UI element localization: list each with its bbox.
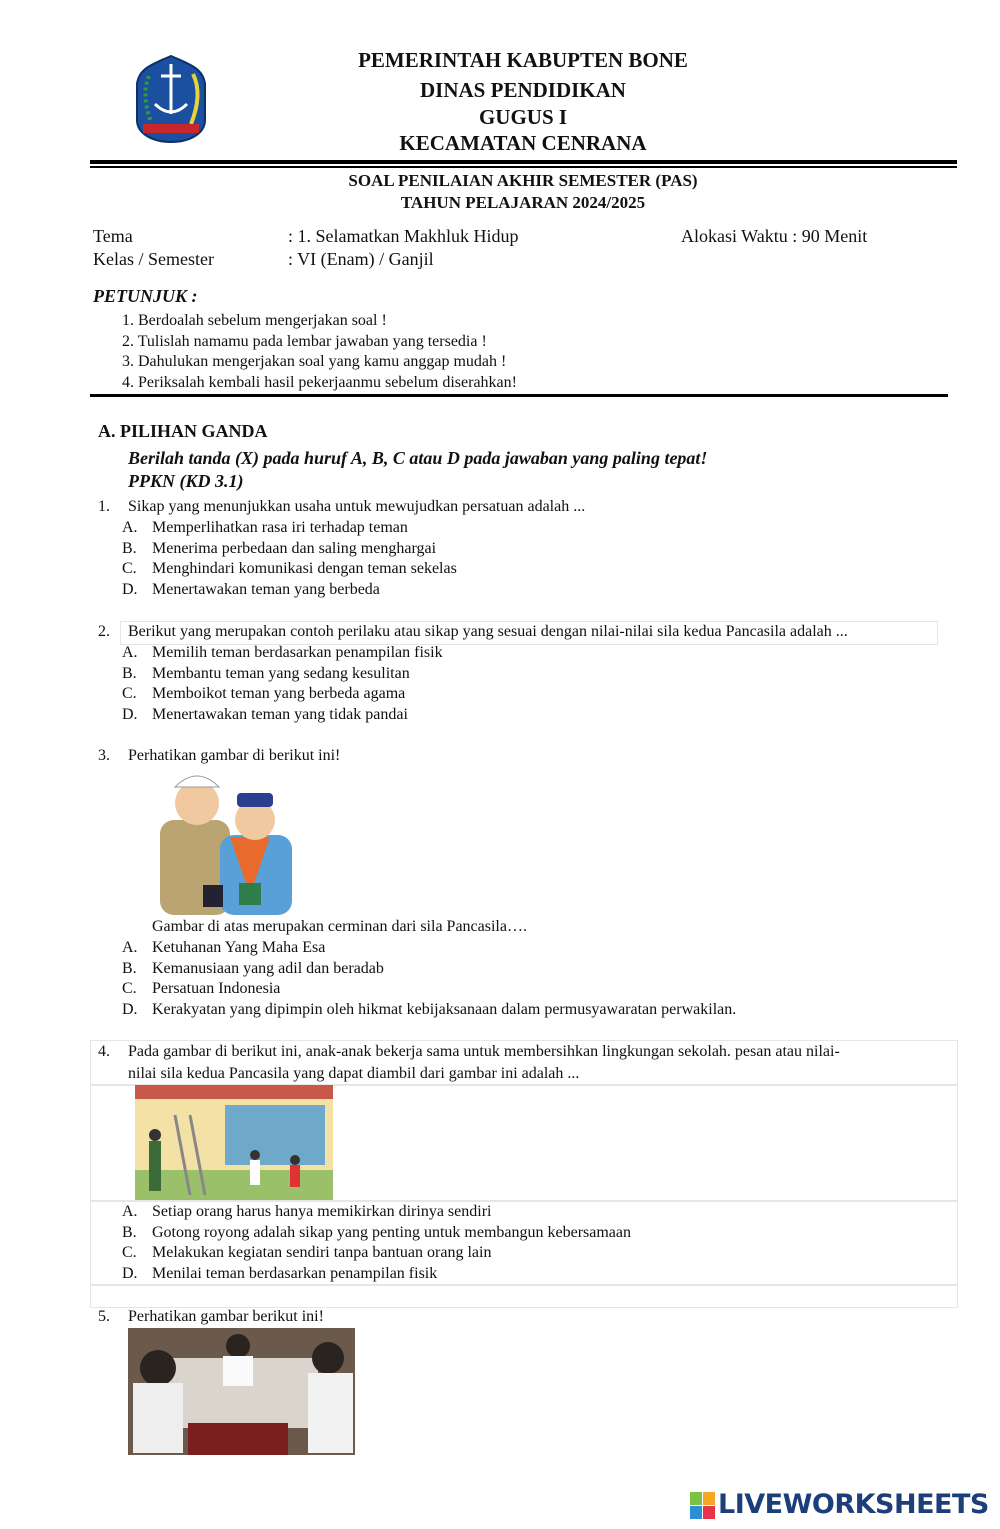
question-text: Perhatikan gambar berikut ini! [128,1308,324,1325]
petunjuk-divider [90,394,948,397]
spacer-box [90,1284,958,1308]
option-text[interactable]: Menertawakan teman yang berbeda [152,581,380,598]
question-number: 5. [98,1308,110,1325]
header-line-4: KECAMATAN CENRANA [399,131,647,155]
option-letter: C. [122,560,137,577]
option-text[interactable]: Menertawakan teman yang tidak pandai [152,706,408,723]
illustration-father-son [155,765,297,915]
option-letter: C. [122,685,137,702]
kelas-label: Kelas / Semester [93,249,214,269]
option-letter: A. [122,519,138,536]
question-number: 4. [98,1043,110,1060]
option-text[interactable]: Kerakyatan yang dipimpin oleh hikmat kebijaksanaan dalam permusyawaratan perwakilan. [152,1001,737,1018]
kelas-value: : VI (Enam) / Ganjil [288,249,434,269]
option-text[interactable]: Menerima perbedaan dan saling menghargai [152,540,437,557]
option-text[interactable]: Menilai teman berdasarkan penampilan fisik [152,1265,438,1282]
option-letter: B. [122,960,137,977]
petunjuk-item: 2. Tulislah namamu pada lembar jawaban yang tersedia ! [122,333,487,350]
question-text: Sikap yang menunjukkan usaha untuk mewujudkan persatuan adalah ... [128,498,586,515]
time-allocation: Alokasi Waktu : 90 Menit [681,226,868,246]
header-divider [90,160,957,164]
option-letter: D. [122,706,138,723]
question-number: 2. [98,623,110,640]
option-letter: B. [122,1224,137,1241]
exam-title: SOAL PENILAIAN AKHIR SEMESTER (PAS) [348,171,698,190]
petunjuk-item: 1. Berdoalah sebelum mengerjakan soal ! [122,312,387,329]
question-text: nilai sila kedua Pancasila yang dapat diambil dari gambar ini adalah ... [128,1065,580,1082]
photo-students-discussion [128,1328,355,1455]
header-line-1: PEMERINTAH KABUPTEN BONE [358,48,688,72]
subject-label: PPKN (KD 3.1) [128,471,244,491]
option-letter: A. [122,644,138,661]
question-number: 3. [98,747,110,764]
option-text[interactable]: Menghindari komunikasi dengan teman sekelas [152,560,457,577]
option-letter: C. [122,980,137,997]
question-number: 1. [98,498,110,515]
tema-label: Tema [93,226,133,246]
option-letter: A. [122,939,138,956]
header-divider-thin [90,166,957,168]
section-instruction: Berilah tanda (X) pada huruf A, B, C atau D pada jawaban yang paling tepat! [128,448,708,468]
tema-value: : 1. Selamatkan Makhluk Hidup [288,226,519,246]
option-text[interactable]: Ketuhanan Yang Maha Esa [152,939,326,956]
option-text[interactable]: Membantu teman yang sedang kesulitan [152,665,410,682]
live-logo-icon [690,1492,716,1520]
header-line-2: DINAS PENDIDIKAN [420,78,626,102]
option-text[interactable]: Kemanusiaan yang adil dan beradab [152,960,384,977]
option-letter: D. [122,581,138,598]
option-letter: B. [122,540,137,557]
option-letter: A. [122,1203,138,1220]
option-text[interactable]: Persatuan Indonesia [152,980,281,997]
petunjuk-item: 3. Dahulukan mengerjakan soal yang kamu anggap mudah ! [122,353,507,370]
question-text: Perhatikan gambar di berikut ini! [128,747,341,764]
option-text[interactable]: Memilih teman berdasarkan penampilan fisik [152,644,443,661]
option-text[interactable]: Gotong royong adalah sikap yang penting untuk membangun kebersamaan [152,1224,631,1241]
liveworksheets-watermark [690,1491,990,1521]
option-text[interactable]: Memboikot teman yang berbeda agama [152,685,406,702]
question-text: Berikut yang merupakan contoh perilaku atau sikap yang sesuai dengan nilai-nilai sila kedua Pancasila adalah ... [128,623,848,640]
petunjuk-title: PETUNJUK : [93,286,198,306]
exam-year: TAHUN PELAJARAN 2024/2025 [400,193,646,212]
section-title: A. PILIHAN GANDA [98,421,268,441]
question-caption: Gambar di atas merupakan cerminan dari sila Pancasila…. [152,918,527,935]
petunjuk-item: 4. Periksalah kembali hasil pekerjaanmu sebelum diserahkan! [122,374,517,391]
option-letter: C. [122,1244,137,1261]
option-letter: D. [122,1001,138,1018]
option-text[interactable]: Setiap orang harus hanya memikirkan dirinya sendiri [152,1203,492,1220]
option-text[interactable]: Memperlihatkan rasa iri terhadap teman [152,519,408,536]
option-text[interactable]: Melakukan kegiatan sendiri tanpa bantuan orang lain [152,1244,492,1261]
header-line-3: GUGUS I [478,105,568,129]
watermark-text: LIVEWORKSHEETS [718,1491,989,1520]
option-letter: D. [122,1265,138,1282]
option-letter: B. [122,665,137,682]
question-text: Pada gambar di berikut ini, anak-anak bekerja sama untuk membersihkan lingkungan sekolah. pesan atau nilai- [128,1043,840,1060]
illustration-cleaning-school [135,1085,333,1200]
